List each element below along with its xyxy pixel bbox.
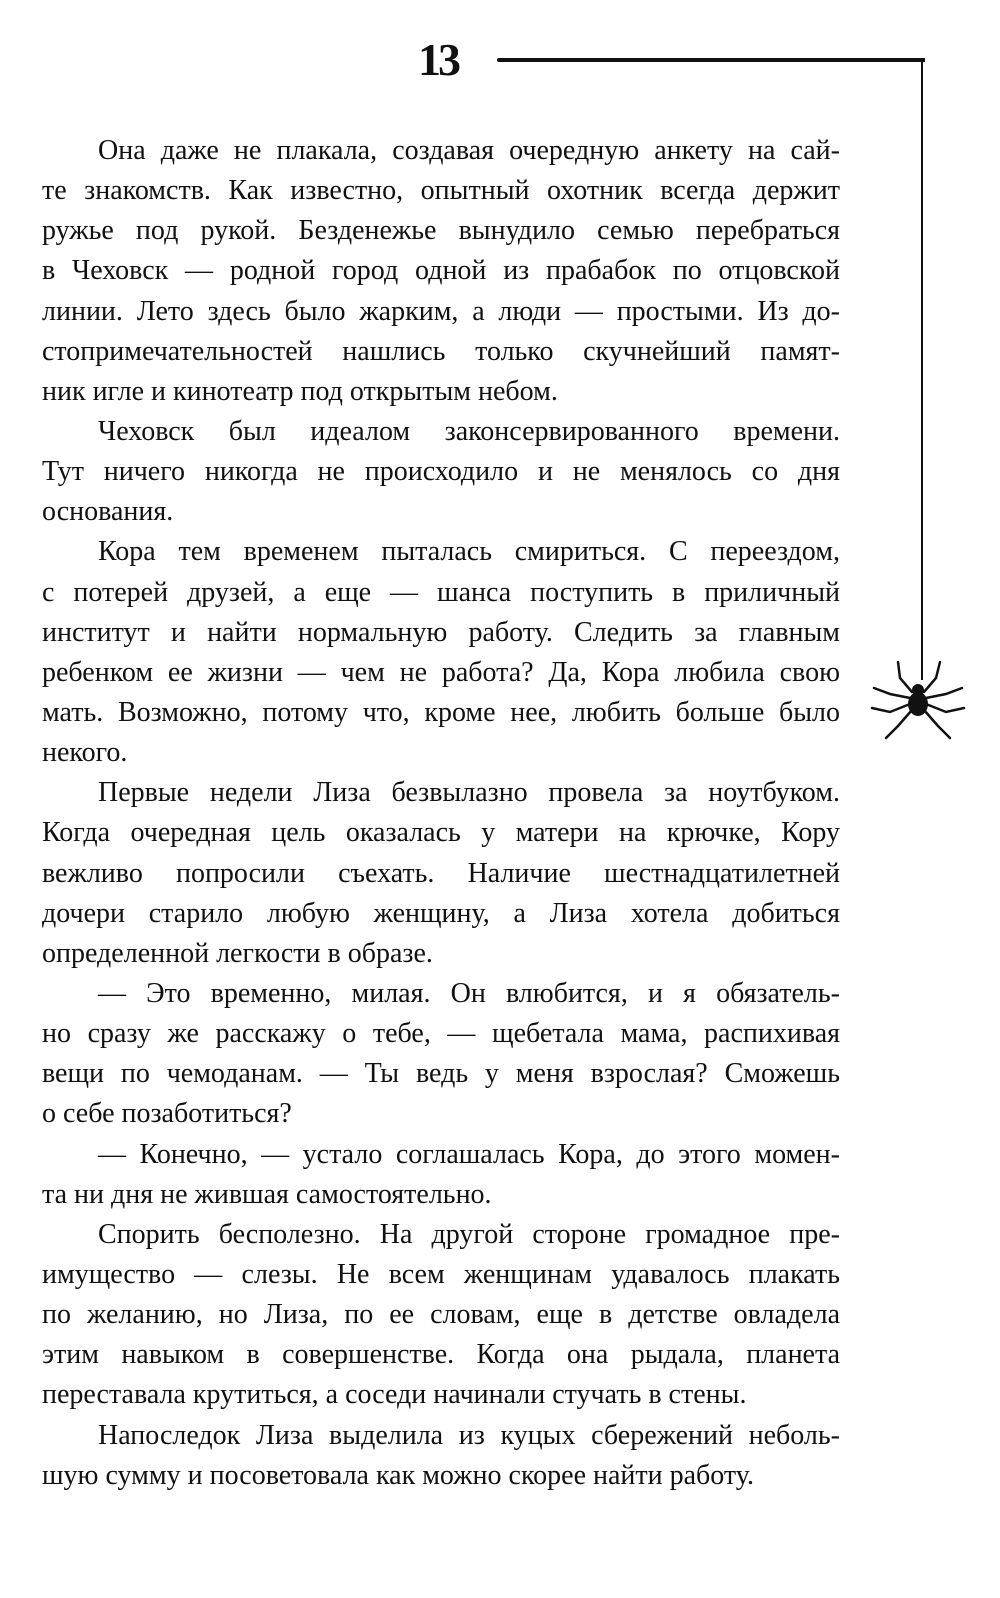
paragraph bbox=[42, 131, 840, 412]
text-line: те знакомств. Как известно, опытный охотник всегда держит bbox=[42, 175, 840, 207]
text-line: институт и найти нормальную работу. Следить за главным bbox=[42, 616, 840, 648]
text-line: шую сумму и посоветовала как можно скорее найти работу. bbox=[42, 1459, 754, 1491]
paragraph bbox=[42, 773, 840, 974]
text-line: Тут ничего никогда не происходило и не менялось со дня bbox=[42, 456, 840, 488]
text-line: ружье под рукой. Безденежье вынудило семью перебраться bbox=[42, 215, 840, 247]
paragraph bbox=[42, 974, 840, 1135]
text-line: — Это временно, милая. Он влюбится, и я обязатель- bbox=[98, 977, 840, 1009]
spider-icon bbox=[868, 650, 968, 750]
text-line: с потерей друзей, а еще — шанса поступить в приличный bbox=[42, 576, 840, 608]
text-line: Когда очередная цель оказалась у матери на крючке, Кору bbox=[42, 817, 840, 849]
text-line: Напоследок Лиза выделила из куцых сбережений неболь- bbox=[98, 1419, 840, 1451]
text-line: ник игле и кинотеатр под открытым небом. bbox=[42, 375, 558, 407]
text-line: мать. Возможно, потому что, кроме нее, любить больше было bbox=[42, 696, 840, 728]
text-line: вещи по чемоданам. — Ты ведь у меня взрослая? Сможешь bbox=[42, 1058, 840, 1090]
text-line: Чеховск был идеалом законсервированного времени. bbox=[98, 415, 840, 447]
text-line: дочери старило любую женщину, а Лиза хотела добиться bbox=[42, 897, 840, 929]
paragraph bbox=[42, 1416, 840, 1496]
text-line: в Чеховск — родной город одной из прабабок по отцовской bbox=[42, 255, 840, 287]
text-line: имущество — слезы. Не всем женщинам удавалось плакать bbox=[42, 1258, 840, 1290]
text-line: Спорить бесполезно. На другой стороне громадное пре- bbox=[98, 1218, 840, 1250]
text-line: та ни дня не жившая самостоятельно. bbox=[42, 1178, 492, 1210]
text-line: вежливо попросили съехать. Наличие шестнадцатилетней bbox=[42, 857, 840, 889]
text-line: линии. Лето здесь было жарким, а люди — простыми. Из до- bbox=[42, 295, 840, 327]
paragraph bbox=[42, 1135, 840, 1215]
text-line: Кора тем временем пыталась смириться. С переездом, bbox=[98, 536, 840, 568]
page-number: 13 bbox=[418, 34, 458, 85]
text-line: но сразу же расскажу о тебе, — щебетала мама, распихивая bbox=[42, 1018, 840, 1050]
header-rule bbox=[497, 58, 925, 62]
body-text bbox=[42, 131, 840, 1496]
text-line: Первые недели Лиза безвылазно провела за ноутбуком. bbox=[98, 777, 840, 809]
text-line: переставала крутиться, а соседи начинали стучать в стены. bbox=[42, 1379, 747, 1411]
spider-thread bbox=[921, 60, 923, 680]
text-line: этим навыком в совершенстве. Когда она рыдала, планета bbox=[42, 1339, 840, 1371]
text-line: о себе позаботиться? bbox=[42, 1098, 292, 1130]
text-line: некого. bbox=[42, 737, 128, 769]
paragraph bbox=[42, 532, 840, 773]
text-line: основания. bbox=[42, 496, 174, 528]
paragraph bbox=[42, 1215, 840, 1416]
paragraph bbox=[42, 412, 840, 532]
text-line: по желанию, но Лиза, по ее словам, еще в детстве овладела bbox=[42, 1299, 840, 1331]
text-line: Она даже не плакала, создавая очередную анкету на сай- bbox=[98, 135, 840, 166]
text-line: ребенком ее жизни — чем не работа? Да, Кора любила свою bbox=[42, 656, 840, 688]
text-line: определенной легкости в образе. bbox=[42, 937, 433, 969]
text-line: стопримечательностей нашлись только скучнейший памят- bbox=[42, 335, 840, 367]
text-line: — Конечно, — устало соглашалась Кора, до этого момен- bbox=[98, 1138, 840, 1170]
